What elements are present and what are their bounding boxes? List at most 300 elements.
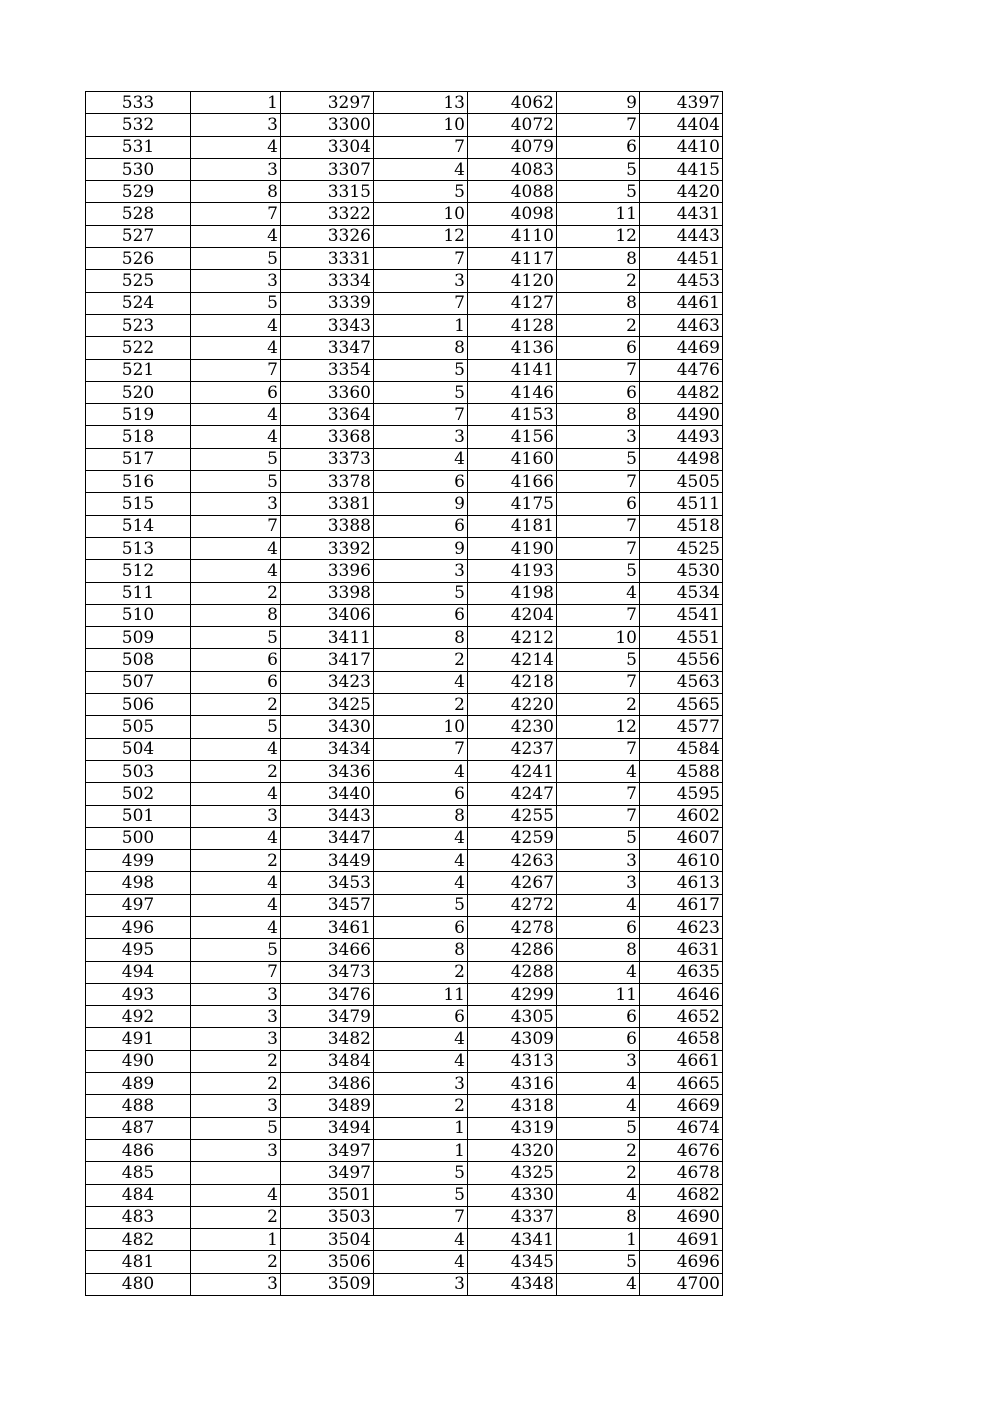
table-cell: 520 <box>86 381 191 403</box>
table-cell: 4 <box>374 760 468 782</box>
table-cell: 8 <box>557 292 640 314</box>
table-cell: 3 <box>191 1095 281 1117</box>
table-cell: 4204 <box>468 604 557 626</box>
table-row <box>86 983 723 1005</box>
table-cell: 3 <box>557 1050 640 1072</box>
table-cell: 4577 <box>640 716 723 738</box>
table-cell: 8 <box>557 1206 640 1228</box>
table-cell: 4286 <box>468 939 557 961</box>
table-cell: 510 <box>86 604 191 626</box>
table-cell: 4330 <box>468 1184 557 1206</box>
table-cell: 4136 <box>468 337 557 359</box>
table-cell: 2 <box>374 694 468 716</box>
table-cell: 1 <box>191 1229 281 1251</box>
table-cell: 4 <box>374 872 468 894</box>
table-cell: 7 <box>557 515 640 537</box>
table-cell: 5 <box>557 560 640 582</box>
table-cell: 4431 <box>640 203 723 225</box>
table-row <box>86 337 723 359</box>
table-cell: 2 <box>191 1206 281 1228</box>
table-cell: 4691 <box>640 1229 723 1251</box>
table-cell: 4309 <box>468 1028 557 1050</box>
table-cell: 3334 <box>281 270 374 292</box>
table-cell: 8 <box>374 805 468 827</box>
table-cell: 6 <box>191 671 281 693</box>
table-cell: 12 <box>557 716 640 738</box>
table-cell: 523 <box>86 314 191 336</box>
table-cell: 3381 <box>281 493 374 515</box>
table-cell: 4198 <box>468 582 557 604</box>
table-cell: 4230 <box>468 716 557 738</box>
table-cell: 3 <box>557 850 640 872</box>
table-cell: 506 <box>86 694 191 716</box>
table-cell: 4190 <box>468 537 557 559</box>
table-cell: 8 <box>191 604 281 626</box>
table-cell: 10 <box>374 114 468 136</box>
table-row <box>86 1028 723 1050</box>
table-cell: 504 <box>86 738 191 760</box>
table-cell: 5 <box>557 181 640 203</box>
table-cell: 1 <box>557 1229 640 1251</box>
table-cell <box>191 1162 281 1184</box>
table-cell: 3509 <box>281 1273 374 1295</box>
table-cell: 489 <box>86 1073 191 1095</box>
table-cell: 4079 <box>468 136 557 158</box>
table-row <box>86 783 723 805</box>
table-cell: 3 <box>557 426 640 448</box>
table-cell: 7 <box>191 359 281 381</box>
table-row <box>86 1206 723 1228</box>
table-cell: 3423 <box>281 671 374 693</box>
table-cell: 4690 <box>640 1206 723 1228</box>
table-cell: 3504 <box>281 1229 374 1251</box>
table-cell: 5 <box>557 448 640 470</box>
table-cell: 10 <box>374 716 468 738</box>
table-cell: 4 <box>191 337 281 359</box>
table-cell: 515 <box>86 493 191 515</box>
table-cell: 4584 <box>640 738 723 760</box>
table-cell: 4 <box>557 582 640 604</box>
table-cell: 2 <box>191 582 281 604</box>
table-cell: 5 <box>557 1251 640 1273</box>
table-cell: 8 <box>374 627 468 649</box>
table-cell: 2 <box>557 270 640 292</box>
table-cell: 11 <box>557 983 640 1005</box>
table-cell: 4 <box>191 916 281 938</box>
table-cell: 4676 <box>640 1139 723 1161</box>
table-cell: 5 <box>191 471 281 493</box>
table-cell: 6 <box>374 515 468 537</box>
table-cell: 3 <box>374 270 468 292</box>
table-row <box>86 627 723 649</box>
table-cell: 4652 <box>640 1006 723 1028</box>
table-cell: 2 <box>557 694 640 716</box>
table-cell: 4 <box>374 1229 468 1251</box>
table-cell: 10 <box>374 203 468 225</box>
table-cell: 3 <box>374 1073 468 1095</box>
table-cell: 2 <box>557 1162 640 1184</box>
table-cell: 6 <box>557 493 640 515</box>
table-cell: 4658 <box>640 1028 723 1050</box>
table-cell: 512 <box>86 560 191 582</box>
table-cell: 527 <box>86 225 191 247</box>
table-cell: 522 <box>86 337 191 359</box>
table-cell: 3378 <box>281 471 374 493</box>
table-cell: 480 <box>86 1273 191 1295</box>
table-cell: 6 <box>557 1028 640 1050</box>
table-row <box>86 1251 723 1273</box>
table-cell: 4146 <box>468 381 557 403</box>
table-row <box>86 292 723 314</box>
table-cell: 4272 <box>468 894 557 916</box>
table-cell: 4541 <box>640 604 723 626</box>
table-cell: 9 <box>557 92 640 114</box>
table-row <box>86 649 723 671</box>
table-cell: 2 <box>191 694 281 716</box>
table-row <box>86 604 723 626</box>
table-row <box>86 248 723 270</box>
table-cell: 3388 <box>281 515 374 537</box>
table-cell: 4318 <box>468 1095 557 1117</box>
table-cell: 532 <box>86 114 191 136</box>
table-row <box>86 225 723 247</box>
table-row <box>86 1273 723 1295</box>
table-cell: 3368 <box>281 426 374 448</box>
table-row <box>86 515 723 537</box>
table-row <box>86 1117 723 1139</box>
table-cell: 4397 <box>640 92 723 114</box>
table-cell: 508 <box>86 649 191 671</box>
table-cell: 4193 <box>468 560 557 582</box>
table-cell: 4305 <box>468 1006 557 1028</box>
table-cell: 3443 <box>281 805 374 827</box>
table-cell: 12 <box>557 225 640 247</box>
table-cell: 3331 <box>281 248 374 270</box>
table-cell: 521 <box>86 359 191 381</box>
table-cell: 7 <box>374 404 468 426</box>
table-cell: 7 <box>191 203 281 225</box>
table-cell: 503 <box>86 760 191 782</box>
table-cell: 3354 <box>281 359 374 381</box>
table-cell: 6 <box>557 1006 640 1028</box>
table-cell: 7 <box>374 136 468 158</box>
table-cell: 4120 <box>468 270 557 292</box>
table-cell: 4623 <box>640 916 723 938</box>
table-row <box>86 381 723 403</box>
table-cell: 5 <box>557 158 640 180</box>
table-cell: 526 <box>86 248 191 270</box>
table-cell: 4700 <box>640 1273 723 1295</box>
table-cell: 3373 <box>281 448 374 470</box>
table-cell: 497 <box>86 894 191 916</box>
table-row <box>86 760 723 782</box>
table-cell: 6 <box>557 136 640 158</box>
table-cell: 3461 <box>281 916 374 938</box>
table-row <box>86 872 723 894</box>
table-row <box>86 1095 723 1117</box>
table-cell: 8 <box>374 939 468 961</box>
table-cell: 7 <box>374 1206 468 1228</box>
table-cell: 4595 <box>640 783 723 805</box>
table-cell: 4505 <box>640 471 723 493</box>
table-row <box>86 582 723 604</box>
table-cell: 4461 <box>640 292 723 314</box>
table-cell: 4319 <box>468 1117 557 1139</box>
table-cell: 4278 <box>468 916 557 938</box>
table-cell: 485 <box>86 1162 191 1184</box>
table-cell: 13 <box>374 92 468 114</box>
table-cell: 4646 <box>640 983 723 1005</box>
table-cell: 6 <box>557 337 640 359</box>
table-cell: 3392 <box>281 537 374 559</box>
table-cell: 4141 <box>468 359 557 381</box>
table-cell: 4493 <box>640 426 723 448</box>
table-cell: 4316 <box>468 1073 557 1095</box>
table-cell: 518 <box>86 426 191 448</box>
table-cell: 4 <box>374 1050 468 1072</box>
table-cell: 4 <box>374 158 468 180</box>
table-cell: 4563 <box>640 671 723 693</box>
table-cell: 5 <box>374 359 468 381</box>
table-cell: 4511 <box>640 493 723 515</box>
table-cell: 4288 <box>468 961 557 983</box>
table-cell: 5 <box>374 181 468 203</box>
table-cell: 7 <box>374 292 468 314</box>
table-cell: 4341 <box>468 1229 557 1251</box>
table-cell: 4166 <box>468 471 557 493</box>
table-cell: 10 <box>557 627 640 649</box>
table-cell: 2 <box>374 1095 468 1117</box>
table-cell: 4451 <box>640 248 723 270</box>
table-cell: 1 <box>374 1117 468 1139</box>
table-cell: 3 <box>191 493 281 515</box>
table-cell: 4 <box>191 783 281 805</box>
table-cell: 4062 <box>468 92 557 114</box>
table-cell: 11 <box>557 203 640 225</box>
table-cell: 4083 <box>468 158 557 180</box>
table-cell: 4610 <box>640 850 723 872</box>
table-cell: 4 <box>191 827 281 849</box>
table-cell: 12 <box>374 225 468 247</box>
table-cell: 5 <box>374 1162 468 1184</box>
table-cell: 3343 <box>281 314 374 336</box>
score-table <box>85 91 723 1296</box>
table-row <box>86 805 723 827</box>
table-cell: 4678 <box>640 1162 723 1184</box>
table-cell: 4674 <box>640 1117 723 1139</box>
table-row <box>86 1162 723 1184</box>
table-cell: 5 <box>374 894 468 916</box>
table-cell: 4 <box>191 738 281 760</box>
table-body <box>86 92 723 1296</box>
table-cell: 2 <box>557 1139 640 1161</box>
table-cell: 531 <box>86 136 191 158</box>
table-cell: 4696 <box>640 1251 723 1273</box>
table-cell: 2 <box>191 1073 281 1095</box>
table-cell: 3347 <box>281 337 374 359</box>
table-row <box>86 537 723 559</box>
table-cell: 4404 <box>640 114 723 136</box>
table-cell: 7 <box>557 783 640 805</box>
table-cell: 3297 <box>281 92 374 114</box>
table-cell: 483 <box>86 1206 191 1228</box>
table-cell: 4 <box>191 1184 281 1206</box>
table-cell: 3506 <box>281 1251 374 1273</box>
table-cell: 4 <box>191 225 281 247</box>
table-cell: 4443 <box>640 225 723 247</box>
table-cell: 492 <box>86 1006 191 1028</box>
table-cell: 6 <box>191 381 281 403</box>
table-cell: 514 <box>86 515 191 537</box>
table-cell: 3406 <box>281 604 374 626</box>
table-cell: 3 <box>557 872 640 894</box>
table-cell: 1 <box>374 314 468 336</box>
table-cell: 3 <box>191 805 281 827</box>
table-row <box>86 270 723 292</box>
table-cell: 4 <box>374 671 468 693</box>
table-cell: 3411 <box>281 627 374 649</box>
table-row <box>86 850 723 872</box>
table-cell: 3482 <box>281 1028 374 1050</box>
table-cell: 5 <box>191 248 281 270</box>
table-cell: 4313 <box>468 1050 557 1072</box>
table-row <box>86 916 723 938</box>
table-cell: 4255 <box>468 805 557 827</box>
table-cell: 3326 <box>281 225 374 247</box>
table-cell: 3484 <box>281 1050 374 1072</box>
table-cell: 3 <box>374 426 468 448</box>
table-cell: 4153 <box>468 404 557 426</box>
table-cell: 2 <box>374 961 468 983</box>
table-cell: 4476 <box>640 359 723 381</box>
table-cell: 3447 <box>281 827 374 849</box>
table-cell: 4 <box>191 872 281 894</box>
table-cell: 4415 <box>640 158 723 180</box>
table-row <box>86 560 723 582</box>
table-cell: 4259 <box>468 827 557 849</box>
table-cell: 3436 <box>281 760 374 782</box>
table-row <box>86 716 723 738</box>
table-row <box>86 158 723 180</box>
table-row <box>86 114 723 136</box>
table-row <box>86 694 723 716</box>
table-cell: 8 <box>557 939 640 961</box>
table-cell: 490 <box>86 1050 191 1072</box>
table-cell: 3 <box>191 1006 281 1028</box>
table-cell: 524 <box>86 292 191 314</box>
table-cell: 7 <box>557 537 640 559</box>
table-cell: 3453 <box>281 872 374 894</box>
table-cell: 502 <box>86 783 191 805</box>
table-cell: 4665 <box>640 1073 723 1095</box>
table-cell: 4617 <box>640 894 723 916</box>
table-cell: 4337 <box>468 1206 557 1228</box>
table-cell: 4 <box>557 894 640 916</box>
table-cell: 3307 <box>281 158 374 180</box>
table-cell: 509 <box>86 627 191 649</box>
table-cell: 3434 <box>281 738 374 760</box>
table-cell: 496 <box>86 916 191 938</box>
table-cell: 4 <box>191 136 281 158</box>
table-cell: 4551 <box>640 627 723 649</box>
table-row <box>86 894 723 916</box>
table-cell: 4175 <box>468 493 557 515</box>
table-row <box>86 1050 723 1072</box>
table-cell: 4181 <box>468 515 557 537</box>
table-cell: 9 <box>374 493 468 515</box>
table-cell: 519 <box>86 404 191 426</box>
table-cell: 3398 <box>281 582 374 604</box>
table-cell: 528 <box>86 203 191 225</box>
table-cell: 4 <box>374 448 468 470</box>
table-cell: 5 <box>374 381 468 403</box>
table-cell: 511 <box>86 582 191 604</box>
table-cell: 7 <box>191 961 281 983</box>
table-cell: 3339 <box>281 292 374 314</box>
table-cell: 525 <box>86 270 191 292</box>
table-cell: 481 <box>86 1251 191 1273</box>
table-cell: 3497 <box>281 1139 374 1161</box>
table-cell: 2 <box>557 314 640 336</box>
table-cell: 4556 <box>640 649 723 671</box>
table-cell: 11 <box>374 983 468 1005</box>
table-cell: 5 <box>191 716 281 738</box>
table-cell: 529 <box>86 181 191 203</box>
table-cell: 4631 <box>640 939 723 961</box>
table-cell: 501 <box>86 805 191 827</box>
table-cell: 4490 <box>640 404 723 426</box>
table-cell: 4128 <box>468 314 557 336</box>
table-cell: 4613 <box>640 872 723 894</box>
table-cell: 4534 <box>640 582 723 604</box>
table-cell: 4 <box>374 827 468 849</box>
table-row <box>86 426 723 448</box>
table-cell: 4267 <box>468 872 557 894</box>
table-cell: 6 <box>191 649 281 671</box>
table-cell: 4635 <box>640 961 723 983</box>
table-cell: 4 <box>374 850 468 872</box>
table-cell: 8 <box>374 337 468 359</box>
table-cell: 7 <box>557 738 640 760</box>
table-cell: 4072 <box>468 114 557 136</box>
table-cell: 4469 <box>640 337 723 359</box>
table-cell: 7 <box>557 805 640 827</box>
table-cell: 533 <box>86 92 191 114</box>
table-cell: 4565 <box>640 694 723 716</box>
table-cell: 3364 <box>281 404 374 426</box>
table-cell: 4 <box>374 1028 468 1050</box>
table-row <box>86 493 723 515</box>
table-row <box>86 471 723 493</box>
table-cell: 4348 <box>468 1273 557 1295</box>
table-cell: 530 <box>86 158 191 180</box>
table-cell: 3322 <box>281 203 374 225</box>
table-cell: 4299 <box>468 983 557 1005</box>
table-cell: 4420 <box>640 181 723 203</box>
table-cell: 3 <box>191 270 281 292</box>
table-cell: 4482 <box>640 381 723 403</box>
table-cell: 4 <box>191 314 281 336</box>
table-cell: 4220 <box>468 694 557 716</box>
table-cell: 4 <box>191 537 281 559</box>
table-cell: 5 <box>191 292 281 314</box>
table-cell: 5 <box>557 649 640 671</box>
table-cell: 7 <box>557 471 640 493</box>
table-cell: 4669 <box>640 1095 723 1117</box>
table-cell: 3300 <box>281 114 374 136</box>
table-row <box>86 738 723 760</box>
table-cell: 2 <box>191 1251 281 1273</box>
